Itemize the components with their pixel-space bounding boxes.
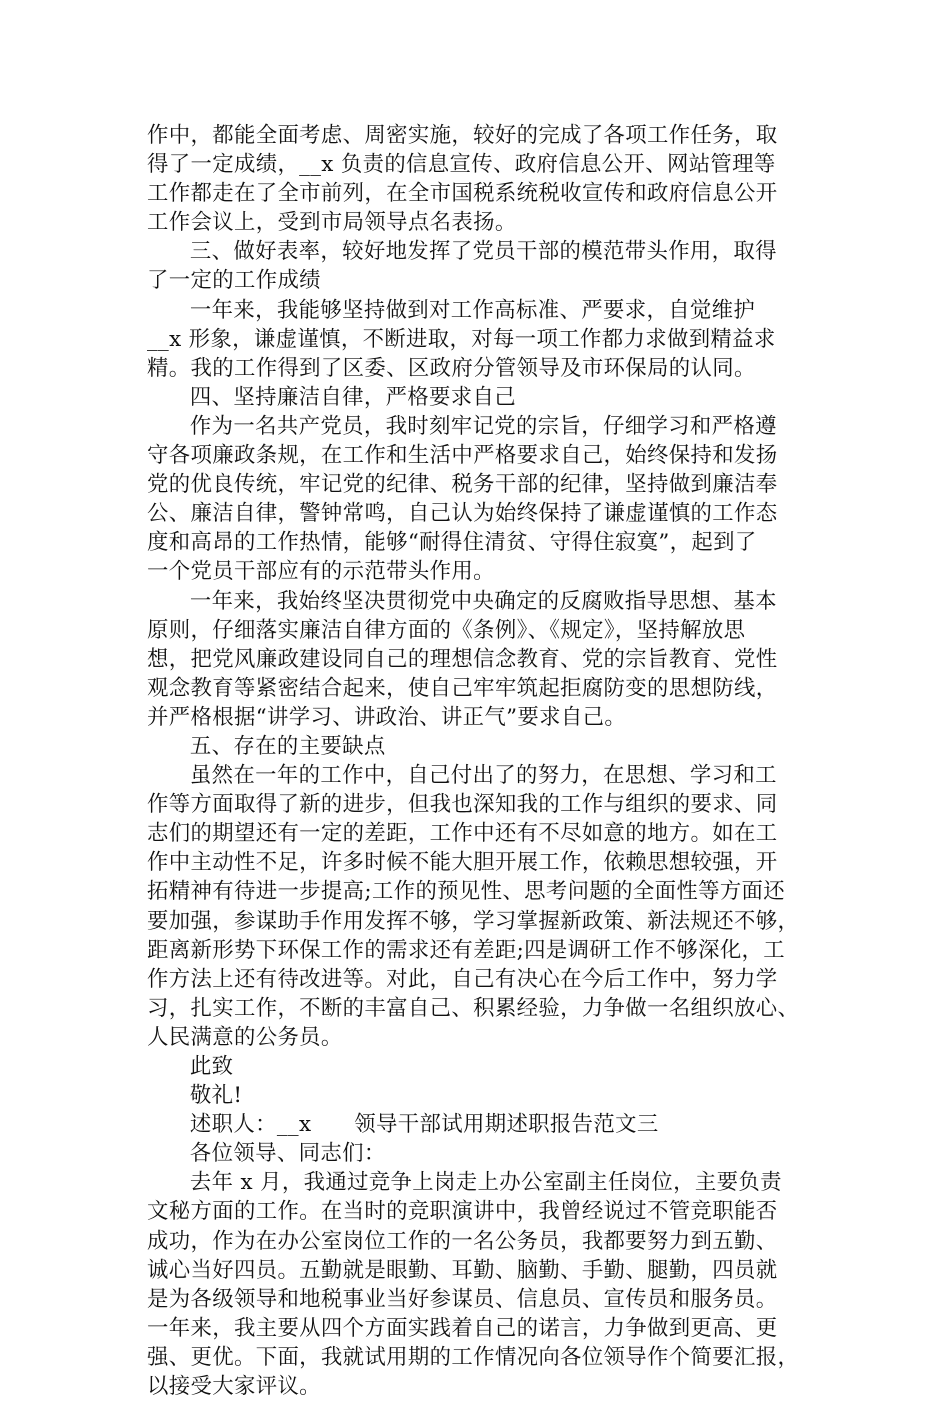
text-line: 文秘方面的工作。在当时的竞职演讲中，我曾经说过不管竞职能否 <box>147 1199 778 1225</box>
text-line: 拓精神有待进一步提高;工作的预见性、思考问题的全面性等方面还 <box>147 879 786 905</box>
text-line: 度和高昂的工作热情，能够“耐得住清贫、守得住寂寞”，起到了 <box>147 530 757 556</box>
section-heading: 三、做好表率，较好地发挥了党员干部的模范带头作用，取得 <box>147 239 777 265</box>
text-line: 一年来，我主要从四个方面实践着自己的诺言，力争做到更高、更 <box>147 1315 778 1341</box>
text-line: 强、更优。下面，我就试用期的工作情况向各位领导作个简要汇报， <box>147 1344 800 1370</box>
signature-line: 述职人：__x 领导干部试用期述职报告范文三 <box>147 1112 659 1138</box>
text-line: 一年来，我能够坚持做到对工作高标准、严要求，自觉维护 <box>147 297 756 323</box>
section-heading: 四、坚持廉洁自律，严格要求自己 <box>147 384 517 410</box>
text-line: 虽然在一年的工作中，自己付出了的努力，在思想、学习和工 <box>147 763 777 789</box>
salutation-line: 各位领导、同志们： <box>147 1141 386 1167</box>
section-heading: 五、存在的主要缺点 <box>147 733 386 759</box>
text-line: 并严格根据“讲学习、讲政治、讲正气”要求自己。 <box>147 704 627 730</box>
text-line: 作为一名共产党员，我时刻牢记党的宗旨，仔细学习和严格遵 <box>147 413 777 439</box>
text-line: 成功，作为在办公室岗位工作的一名公务员，我都要努力到五勤、 <box>147 1228 778 1254</box>
text-line: 志们的期望还有一定的差距，工作中还有不尽如意的地方。如在工 <box>147 821 778 847</box>
text-line: 精。我的工作得到了区委、区政府分管领导及市环保局的认同。 <box>147 355 756 381</box>
text-line: 观念教育等紧密结合起来，使自己牢牢筑起拒腐防变的思想防线， <box>147 675 778 701</box>
text-line: 作方法上还有待改进等。对此，自己有决心在今后工作中，努力学 <box>147 966 778 992</box>
text-line: 去年 x 月，我通过竞争上岗走上办公室副主任岗位，主要负责 <box>147 1170 782 1196</box>
text-line: 是为各级领导和地税事业当好参谋员、信息员、宣传员和服务员。 <box>147 1286 778 1312</box>
text-line: 一年来，我始终坚决贯彻党中央确定的反腐败指导思想、基本 <box>147 588 777 614</box>
text-line: 诚心当好四员。五勤就是眼勤、耳勤、脑勤、手勤、腿勤，四员就 <box>147 1257 778 1283</box>
body-text <box>147 121 817 1401</box>
text-line: 公、廉洁自律，警钟常鸣，自己认为始终保持了谦虚谨慎的工作态 <box>147 501 778 527</box>
text-line: 距离新形势下环保工作的需求还有差距;四是调研工作不够深化，工 <box>147 937 786 963</box>
text-line: 守各项廉政条规，在工作和生活中严格要求自己，始终保持和发扬 <box>147 443 778 469</box>
text-line: 以接受大家评议。 <box>147 1374 321 1400</box>
text-line: 党的优良传统，牢记党的纪律、税务干部的纪律，坚持做到廉洁奉 <box>147 472 778 498</box>
text-line: 习，扎实工作，不断的丰富自己、积累经验，力争做一名组织放心、 <box>147 995 800 1021</box>
text-line: 一个党员干部应有的示范带头作用。 <box>147 559 495 585</box>
section-heading: 了一定的工作成绩 <box>147 268 321 294</box>
text-line: 工作都走在了全市前列，在全市国税系统税收宣传和政府信息公开 <box>147 181 778 207</box>
text-line: 作中，都能全面考虑、周密实施，较好的完成了各项工作任务，取 <box>147 123 778 148</box>
text-line: 工作会议上，受到市局领导点名表扬。 <box>147 210 517 236</box>
text-line: 想，把党风廉政建设同自己的理想信念教育、党的宗旨教育、党性 <box>147 646 778 672</box>
text-line: 要加强，参谋助手作用发挥不够，学习掌握新政策、新法规还不够， <box>147 908 800 934</box>
closing-line: 敬礼! <box>147 1083 243 1109</box>
text-line: 得了一定成绩，__x 负责的信息宣传、政府信息公开、网站管理等 <box>147 152 776 178</box>
text-line: __x 形象，谦虚谨慎，不断进取，对每一项工作都力求做到精益求 <box>147 326 776 352</box>
text-line: 作中主动性不足，许多时候不能大胆开展工作，依赖思想较强，开 <box>147 850 778 876</box>
closing-line: 此致 <box>147 1054 234 1079</box>
text-line: 原则，仔细落实廉洁自律方面的《条例》、《规定》，坚持解放思 <box>147 617 746 643</box>
text-line: 人民满意的公务员。 <box>147 1024 343 1050</box>
text-line: 作等方面取得了新的进步，但我也深知我的工作与组织的要求、同 <box>147 792 778 818</box>
